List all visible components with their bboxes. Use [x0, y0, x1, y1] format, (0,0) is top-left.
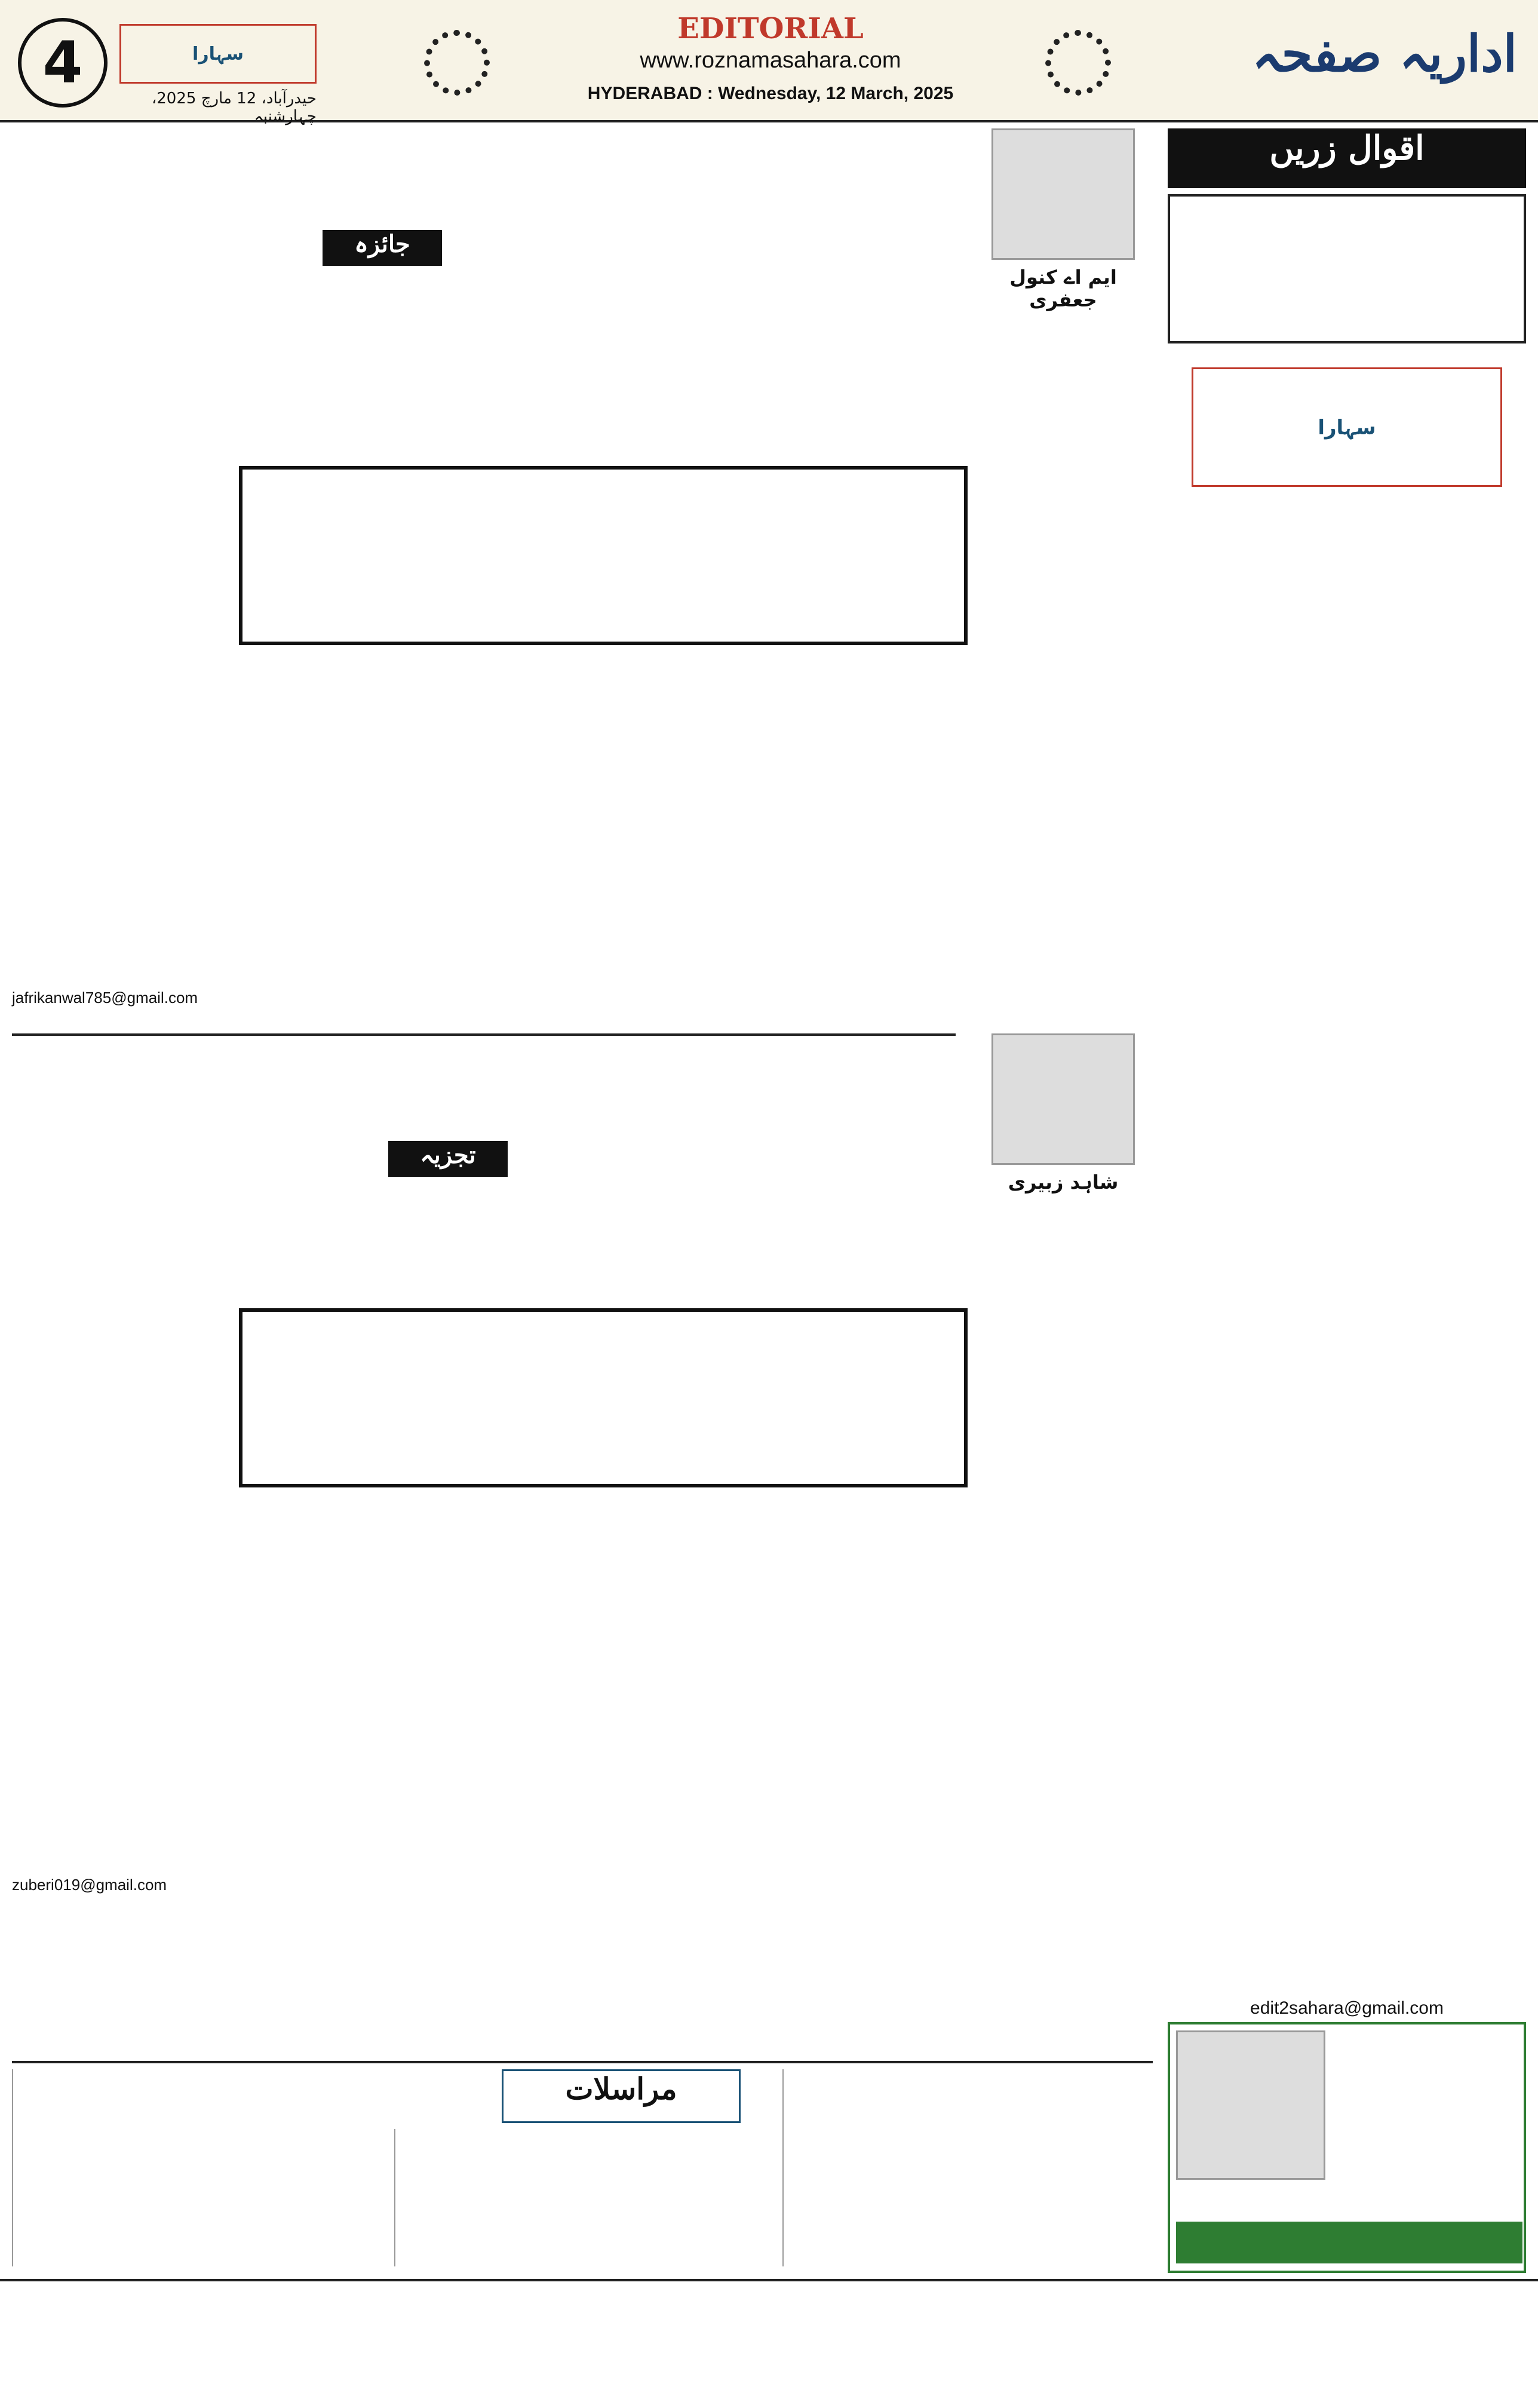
- rosette-icon: [424, 30, 490, 96]
- middle-article-pull-quote: [239, 1308, 968, 1487]
- dateline: HYDERABAD : Wednesday, 12 March, 2025: [587, 84, 954, 103]
- middle-article-column: [12, 1117, 227, 1870]
- top-article-column: [974, 299, 1153, 956]
- middle-article-column: [418, 1117, 597, 1870]
- section-title: EDITORIAL: [677, 12, 864, 45]
- mirror-byline: [1176, 2222, 1522, 2263]
- middle-article-column: [233, 1183, 412, 1870]
- masthead: [0, 0, 1538, 125]
- sidebar-headline: [1168, 499, 1526, 618]
- letters-section: [12, 2061, 1153, 2273]
- top-article-pull-quote: [239, 466, 968, 645]
- top-article-email[interactable]: jafrikanwal785@gmail.com: [12, 989, 198, 1007]
- letter-item: [12, 2069, 388, 2266]
- rosette-icon: [1045, 30, 1111, 96]
- middle-article-email[interactable]: zuberi019@gmail.com: [12, 1876, 167, 1894]
- footer-line: [12, 2341, 1526, 2363]
- footer-line: [12, 2287, 1526, 2309]
- middle-article-column: [974, 1207, 1153, 1870]
- quote-heading: اقوال زریں: [1168, 128, 1526, 188]
- author-photo: [991, 128, 1135, 260]
- sidebar: [1168, 128, 1526, 2273]
- top-article-tag: جائزہ: [323, 230, 442, 266]
- footer-imprint: [0, 2279, 1538, 2408]
- newspaper-logo: سہارا: [119, 24, 317, 84]
- middle-article-byline: شاہد زبیری: [1008, 1171, 1119, 1194]
- middle-article-headline: [12, 1033, 956, 1105]
- letter-item: [782, 2069, 1153, 2266]
- sidebar-logo: سہارا: [1192, 367, 1502, 487]
- sidebar-email[interactable]: edit2sahara@gmail.com: [1250, 1998, 1444, 2018]
- middle-article-column: [603, 1117, 782, 1870]
- author-photo: [991, 1033, 1135, 1165]
- middle-article-tag: تجزیہ: [388, 1141, 508, 1177]
- dateline-urdu: حیدرآباد، 12 مارچ 2025، چہارشنبہ: [151, 90, 317, 125]
- mirror-box: [1168, 2022, 1526, 2273]
- urdu-section-heading: اداریہ صفحہ: [1252, 24, 1517, 83]
- mirror-text: [1331, 2030, 1522, 2210]
- sidebar-article-body: [1168, 624, 1526, 1992]
- top-article-column: [12, 209, 227, 956]
- columnist-photo: [1176, 2030, 1325, 2180]
- footer-line: [12, 2368, 1526, 2389]
- page-number: 4: [18, 18, 108, 108]
- footer-line: [12, 2314, 1526, 2336]
- letters-heading: مراسلات: [502, 2069, 741, 2123]
- middle-article-column: [788, 1117, 968, 1870]
- top-article-headline: [12, 128, 956, 200]
- letter-item: [394, 2129, 776, 2266]
- website-url[interactable]: www.roznamasahara.com: [640, 48, 901, 73]
- top-article-byline: ایم اے کنول جعفری: [1009, 266, 1117, 311]
- quote-body: [1168, 194, 1526, 343]
